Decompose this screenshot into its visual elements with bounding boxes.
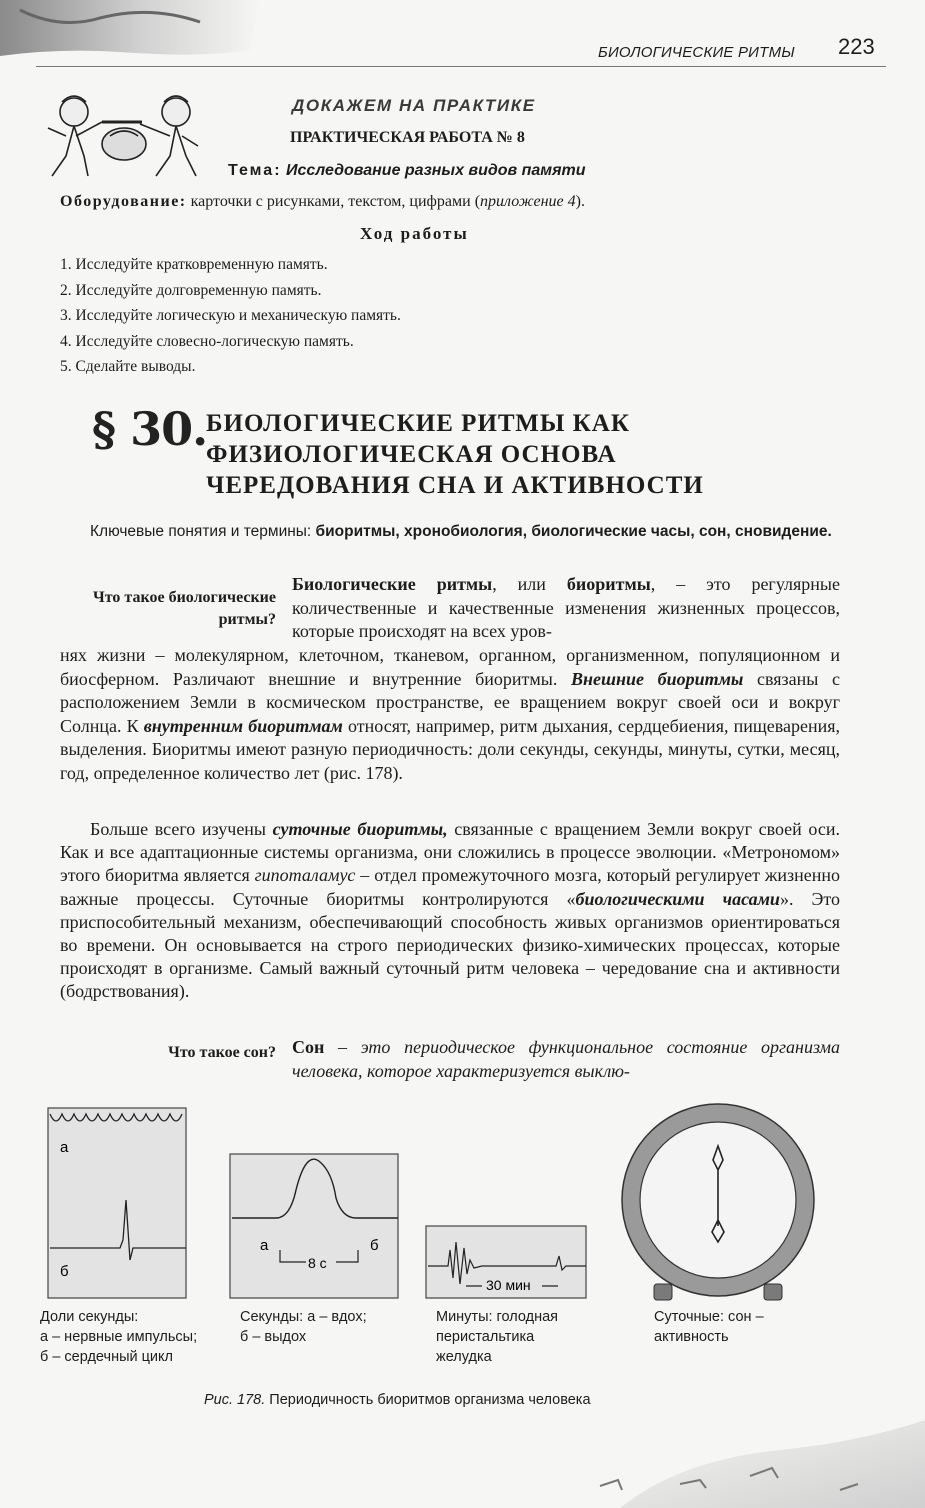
list-item: 5. Сделайте выводы. (60, 358, 196, 375)
practice-heading: ДОКАЖЕМ НА ПРАКТИКЕ (292, 96, 536, 115)
panel-impulses (48, 1108, 186, 1298)
list-item: 2. Исследуйте долговременную память. (60, 281, 322, 299)
label-a: а (260, 1237, 269, 1254)
text: ». Это приспособительный механизм, обеспечивающий способность живых организмов ориентироваться во времени. Он основывается на строго периодических физико-химических процессах, которые происходят в организме. Самый важный суточный ритм человека – чередование сна и активности (бодрствования). (60, 888, 841, 1002)
paragraph (60, 818, 840, 1004)
caption-line: активность (654, 1329, 729, 1345)
practice-title: ПРАКТИЧЕСКАЯ РАБОТА № 8 (290, 129, 525, 146)
text: Больше всего изучены (90, 819, 273, 839)
text: – отдел промежуточного мозга, который регулирует жизненно важные процессы. Суточные биоритмы контролируются « (60, 865, 840, 909)
term: Биологические ритмы (292, 574, 493, 594)
equipment-text: карточки с рисунками, текстом, цифрами ( (190, 193, 481, 210)
corner-decoration (560, 1420, 925, 1508)
panel-gastric (426, 1226, 586, 1298)
caption-line: а – нервные импульсы; (40, 1329, 198, 1345)
definition: это периодическое функциональное состояние организма человека, которое характеризуется выклю- (292, 1037, 841, 1081)
term: биологическими часами (575, 888, 780, 909)
label-b: б (370, 1237, 379, 1254)
section-title (206, 408, 846, 501)
figure-caption (204, 1392, 591, 1408)
procedure-steps (60, 252, 401, 380)
caption-line: перистальтика (436, 1329, 535, 1345)
caption-line: Доли секунды: (40, 1309, 139, 1325)
text: относят, например, ритм дыхания, сердцебиения, пищеварения, выделения. Биоритмы имеют разную периодичность: доли секунды, секунды, минуты, сутки, месяц, год, определенное количество лет (рис. 178). (60, 715, 840, 783)
practice-theme (228, 162, 586, 180)
paragraph (60, 644, 840, 786)
section-title-line: ФИЗИОЛОГИЧЕСКАЯ ОСНОВА (206, 441, 617, 468)
term: суточные биоритмы, (272, 819, 448, 839)
section-number: § 30. (92, 402, 208, 456)
figure-caption-2 (240, 1307, 420, 1347)
paragraph-intro (292, 573, 840, 644)
list-item: 3. Исследуйте логическую и механическую память. (60, 307, 401, 324)
margin-question: Что такое сон? (168, 1044, 276, 1061)
figure-caption-3 (436, 1307, 616, 1367)
text: , – это регулярные количественные и качественные изменения жизненных процессов, которые происходят на всех уров- (292, 574, 840, 641)
text: связанные с вращением Земли вокруг своей оси. Как и все адаптационные системы организма, они сложились в процессе эволюции. «Метрономом» этого биоритма является (60, 819, 840, 886)
figure-caption-4 (654, 1307, 834, 1347)
theme-text: Исследование разных видов памяти (285, 162, 586, 179)
panel-breathing (230, 1154, 398, 1298)
term: Внешние биоритмы (571, 668, 744, 689)
header-rule (36, 66, 886, 67)
key-terms-list: биоритмы, хронобиология, биологические часы, сон, сновидение. (315, 523, 832, 540)
label-seconds: 8 с (308, 1255, 327, 1271)
caption-line: Минуты: голодная (436, 1309, 559, 1325)
practice-equipment (60, 193, 585, 211)
key-terms-label: Ключевые понятия и термины: (90, 523, 312, 540)
equipment-label: Оборудование: (60, 193, 187, 210)
caption-line: желудка (436, 1349, 492, 1365)
equipment-end: ). (575, 193, 585, 210)
running-head: БИОЛОГИЧЕСКИЕ РИТМЫ (598, 44, 795, 61)
margin-question: Что такое биологические ритмы? (93, 589, 276, 628)
label-minutes: 30 мин (486, 1277, 531, 1293)
list-item: 4. Исследуйте словесно-логическую память. (60, 332, 354, 350)
figure-caption-1 (40, 1307, 240, 1367)
caption-line: Суточные: сон – (654, 1309, 764, 1325)
section-title-line: БИОЛОГИЧЕСКИЕ РИТМЫ КАК (206, 410, 630, 437)
paragraph (292, 1036, 840, 1083)
caption-line: б – сердечный цикл (40, 1349, 173, 1365)
text: связаны с расположением Земли в космическом пространстве, ее вращением вокруг своей оси и вокруг Солнца. К (60, 668, 840, 736)
label-a: а (60, 1139, 69, 1156)
procedure-heading: Ход работы (360, 224, 469, 243)
caption-prefix: Рис. 178. (204, 1392, 266, 1408)
label-b: б (60, 1263, 69, 1280)
caption-line: б – выдох (240, 1329, 307, 1345)
corner-decoration (0, 0, 260, 60)
key-terms (52, 520, 842, 543)
equipment-ref: приложение 4 (480, 193, 576, 210)
term: гипоталамус (254, 865, 356, 886)
caption-line: Секунды: а – вдох; (240, 1309, 367, 1325)
page-number: 223 (838, 34, 875, 59)
text: – (324, 1037, 361, 1057)
section-title-line: ЧЕРЕДОВАНИЯ СНА И АКТИВНОСТИ (206, 472, 704, 499)
list-item: 1. Исследуйте кратковременную память. (60, 256, 328, 273)
caption-text: Периодичность биоритмов организма человека (269, 1392, 591, 1408)
theme-label: Тема: (228, 162, 282, 179)
cartoon-illustration (36, 92, 206, 192)
clock-icon (622, 1104, 814, 1300)
term: биоритмы (566, 574, 651, 594)
term: внутренним биоритмам (143, 715, 343, 736)
text: нях жизни – молекулярном, клеточном, тканевом, органном, организменном, популяционном и биосферном. Различают внешние и внутренние биоритмы. (60, 645, 840, 689)
text: , или (492, 574, 567, 594)
term: Сон (292, 1037, 325, 1057)
